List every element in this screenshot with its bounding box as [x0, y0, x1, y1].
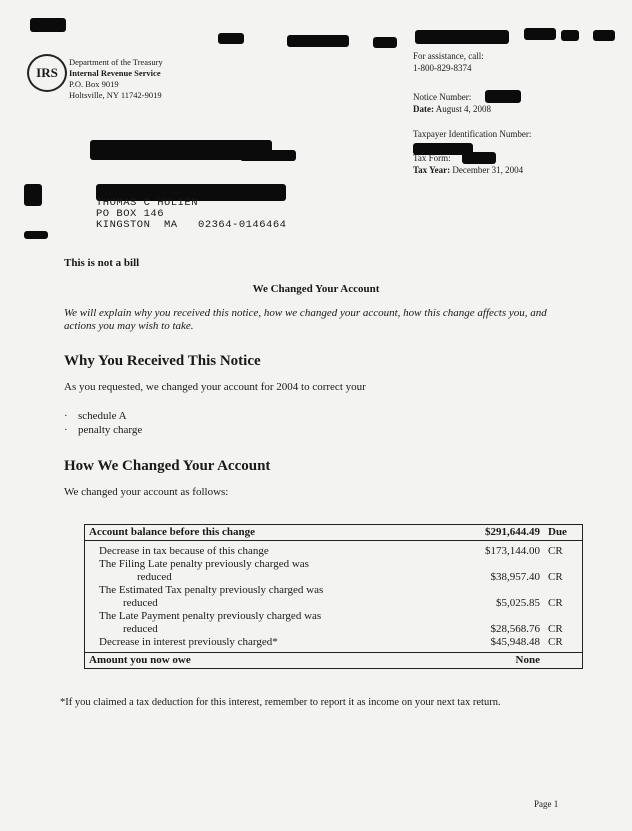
list-item: · penalty charge — [64, 424, 143, 436]
why-text: As you requested, we changed your account for 2004 to correct your — [64, 381, 366, 393]
head-amount: $291,644.49 — [449, 525, 544, 541]
why-list — [64, 409, 142, 437]
row-amount: $28,568.76 — [490, 623, 540, 635]
row-label: Decrease in interest previously charged* — [99, 636, 278, 648]
not-a-bill: This is not a bill — [64, 257, 140, 269]
how-heading: How We Changed Your Account — [64, 458, 271, 474]
redaction-bar — [462, 152, 496, 164]
redaction-bar — [287, 35, 349, 47]
footnote: *If you claimed a tax deduction for this interest, remember to report it as income on your next tax return. — [60, 697, 501, 708]
row-label: The Estimated Tax penalty previously charged was reduced — [99, 584, 324, 609]
redaction-bar — [240, 150, 296, 161]
row-amount: $45,948.48 — [490, 636, 540, 648]
date-value: August 4, 2008 — [435, 104, 492, 114]
redaction-bar — [524, 28, 556, 40]
address-line: KINGSTON MA 02364-0146464 — [96, 219, 287, 231]
table-row — [85, 525, 583, 541]
page-number: Page 1 — [534, 799, 559, 809]
tin-label: Taxpayer Identification Number: — [413, 129, 532, 139]
redaction-bar — [218, 33, 244, 44]
redaction-bar — [415, 30, 509, 44]
notice-number-label: Notice Number: — [413, 92, 472, 102]
head-label: Account balance before this change — [85, 525, 450, 541]
table-row — [85, 584, 583, 610]
redaction-bar — [485, 90, 521, 103]
head-suffix: Due — [544, 525, 583, 541]
row-suffix: CR — [548, 545, 563, 557]
tax-form-label: Tax Form: — [413, 153, 451, 163]
address-line: THOMAS C HULIEN — [96, 197, 199, 209]
tax-year-label: Tax Year: — [413, 165, 451, 175]
mailing-address — [96, 198, 286, 231]
foot-amount: None — [449, 653, 544, 669]
assistance-label: For assistance, call: — [413, 51, 484, 61]
redaction-bar — [24, 184, 42, 206]
date-label: Date: — [413, 104, 434, 114]
row-label: Decrease in tax because of this change — [99, 545, 269, 557]
row-suffix: CR — [548, 636, 563, 648]
address-line: PO BOX 146 — [96, 208, 165, 220]
tax-year-value: December 31, 2004 — [452, 165, 524, 175]
date-line — [413, 104, 491, 114]
phone-number: 1-800-829-8374 — [413, 63, 472, 73]
table-row — [85, 636, 583, 653]
row-suffix: CR — [548, 571, 563, 583]
foot-label: Amount you now owe — [85, 653, 450, 669]
redaction-bar — [373, 37, 397, 48]
why-heading: Why You Received This Notice — [64, 353, 261, 369]
redaction-bar — [24, 231, 48, 239]
row-suffix: CR — [548, 597, 563, 609]
account-table — [84, 524, 583, 669]
pobox: P.O. Box 9019 — [69, 79, 119, 89]
redaction-bar — [561, 30, 579, 41]
row-amount: $5,025.85 — [496, 597, 540, 609]
redaction-bar — [30, 18, 66, 32]
table-row — [85, 610, 583, 636]
city: Holtsville, NY 11742-9019 — [69, 90, 162, 100]
sender-block — [69, 57, 163, 101]
how-text: We changed your account as follows: — [64, 486, 229, 498]
row-label: The Late Payment penalty previously charged was reduced — [99, 610, 322, 635]
notice-title: We Changed Your Account — [252, 283, 380, 295]
intro-text: We will explain why you received this notice, how we changed your account, how this change affects you, and actions you may wish to take. — [64, 307, 547, 332]
redaction-bar — [593, 30, 615, 41]
table-row — [85, 541, 583, 559]
irs-seal-icon: IRS — [27, 54, 67, 92]
tax-year-line — [413, 165, 523, 175]
row-amount: $173,144.00 — [485, 545, 540, 557]
service-name: Internal Revenue Service — [69, 68, 161, 78]
table-row — [85, 653, 583, 669]
list-item: · schedule A — [64, 410, 127, 422]
table-row — [85, 558, 583, 584]
row-label: The Filing Late penalty previously charged was reduced — [99, 558, 309, 583]
row-suffix: CR — [548, 623, 563, 635]
dept-name: Department of the Treasury — [69, 57, 163, 67]
row-amount: $38,957.40 — [490, 571, 540, 583]
